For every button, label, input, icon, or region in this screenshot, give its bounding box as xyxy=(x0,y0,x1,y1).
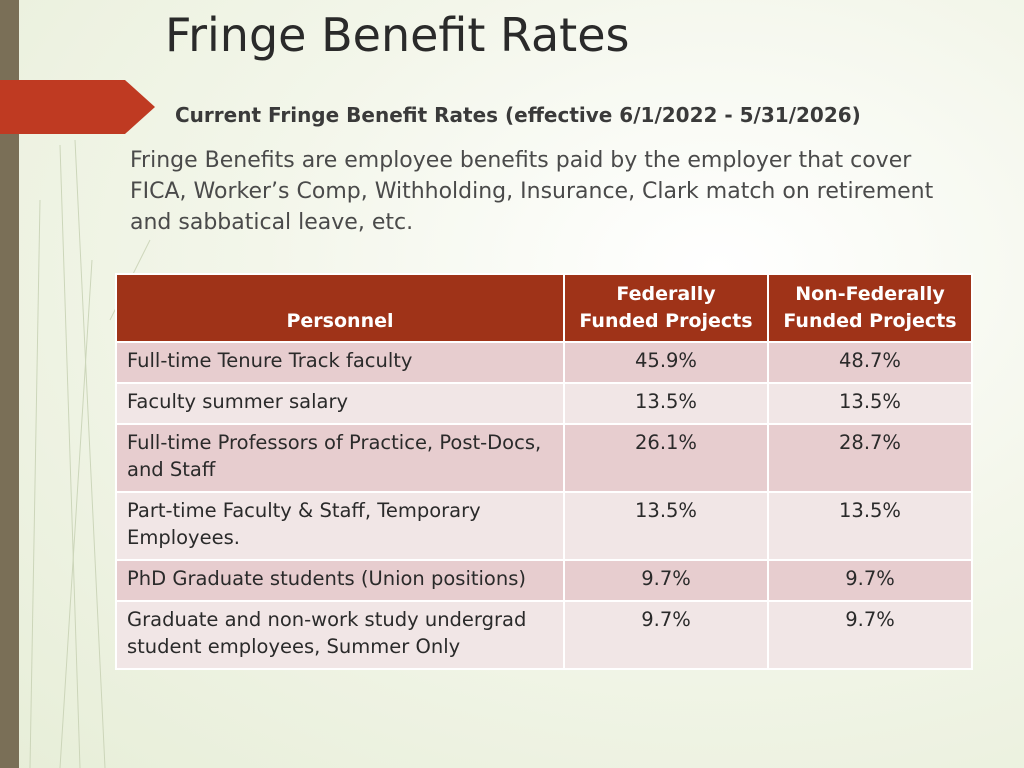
table-row xyxy=(116,342,972,383)
cell-personnel: Part-time Faculty & Staff, Temporary Employees. xyxy=(116,492,564,560)
cell-nonfederal: 13.5% xyxy=(768,492,972,560)
cell-nonfederal: 9.7% xyxy=(768,601,972,669)
cell-personnel: Full-time Tenure Track faculty xyxy=(116,342,564,383)
cell-personnel: Faculty summer salary xyxy=(116,383,564,424)
table-row xyxy=(116,492,972,560)
cell-personnel: Full-time Professors of Practice, Post-Docs, and Staff xyxy=(116,424,564,492)
header-personnel: Personnel xyxy=(116,274,564,342)
description-text: Fringe Benefits are employee benefits paid by the employer that cover FICA, Worker’s Comp, Withholding, Insurance, Clark match on retirement and sabbatical leave, etc. xyxy=(130,148,934,235)
table-header-row xyxy=(116,274,972,342)
cell-federal: 13.5% xyxy=(564,383,768,424)
fringe-rates-table xyxy=(115,273,973,670)
cell-federal: 9.7% xyxy=(564,601,768,669)
cell-federal: 45.9% xyxy=(564,342,768,383)
table-row xyxy=(116,383,972,424)
arrow-pointer-icon xyxy=(0,80,160,134)
table-row xyxy=(116,560,972,601)
header-federal xyxy=(564,274,768,342)
header-nonfederal-line1: Non-Federally xyxy=(795,283,945,305)
cell-nonfederal: 48.7% xyxy=(768,342,972,383)
header-nonfederal xyxy=(768,274,972,342)
table-row xyxy=(116,424,972,492)
header-nonfederal-line2: Funded Projects xyxy=(783,310,957,332)
cell-nonfederal: 9.7% xyxy=(768,560,972,601)
cell-nonfederal: 28.7% xyxy=(768,424,972,492)
page-title: Fringe Benefit Rates xyxy=(165,8,630,62)
cell-nonfederal: 13.5% xyxy=(768,383,972,424)
cell-personnel: Graduate and non-work study undergrad student employees, Summer Only xyxy=(116,601,564,669)
cell-federal: 26.1% xyxy=(564,424,768,492)
table-row xyxy=(116,601,972,669)
header-federal-line2: Funded Projects xyxy=(579,310,753,332)
header-federal-line1: Federally xyxy=(616,283,716,305)
subtitle: Current Fringe Benefit Rates (effective 6/1/2022 - 5/31/2026) xyxy=(175,103,861,127)
cell-federal: 9.7% xyxy=(564,560,768,601)
cell-federal: 13.5% xyxy=(564,492,768,560)
cell-personnel: PhD Graduate students (Union positions) xyxy=(116,560,564,601)
